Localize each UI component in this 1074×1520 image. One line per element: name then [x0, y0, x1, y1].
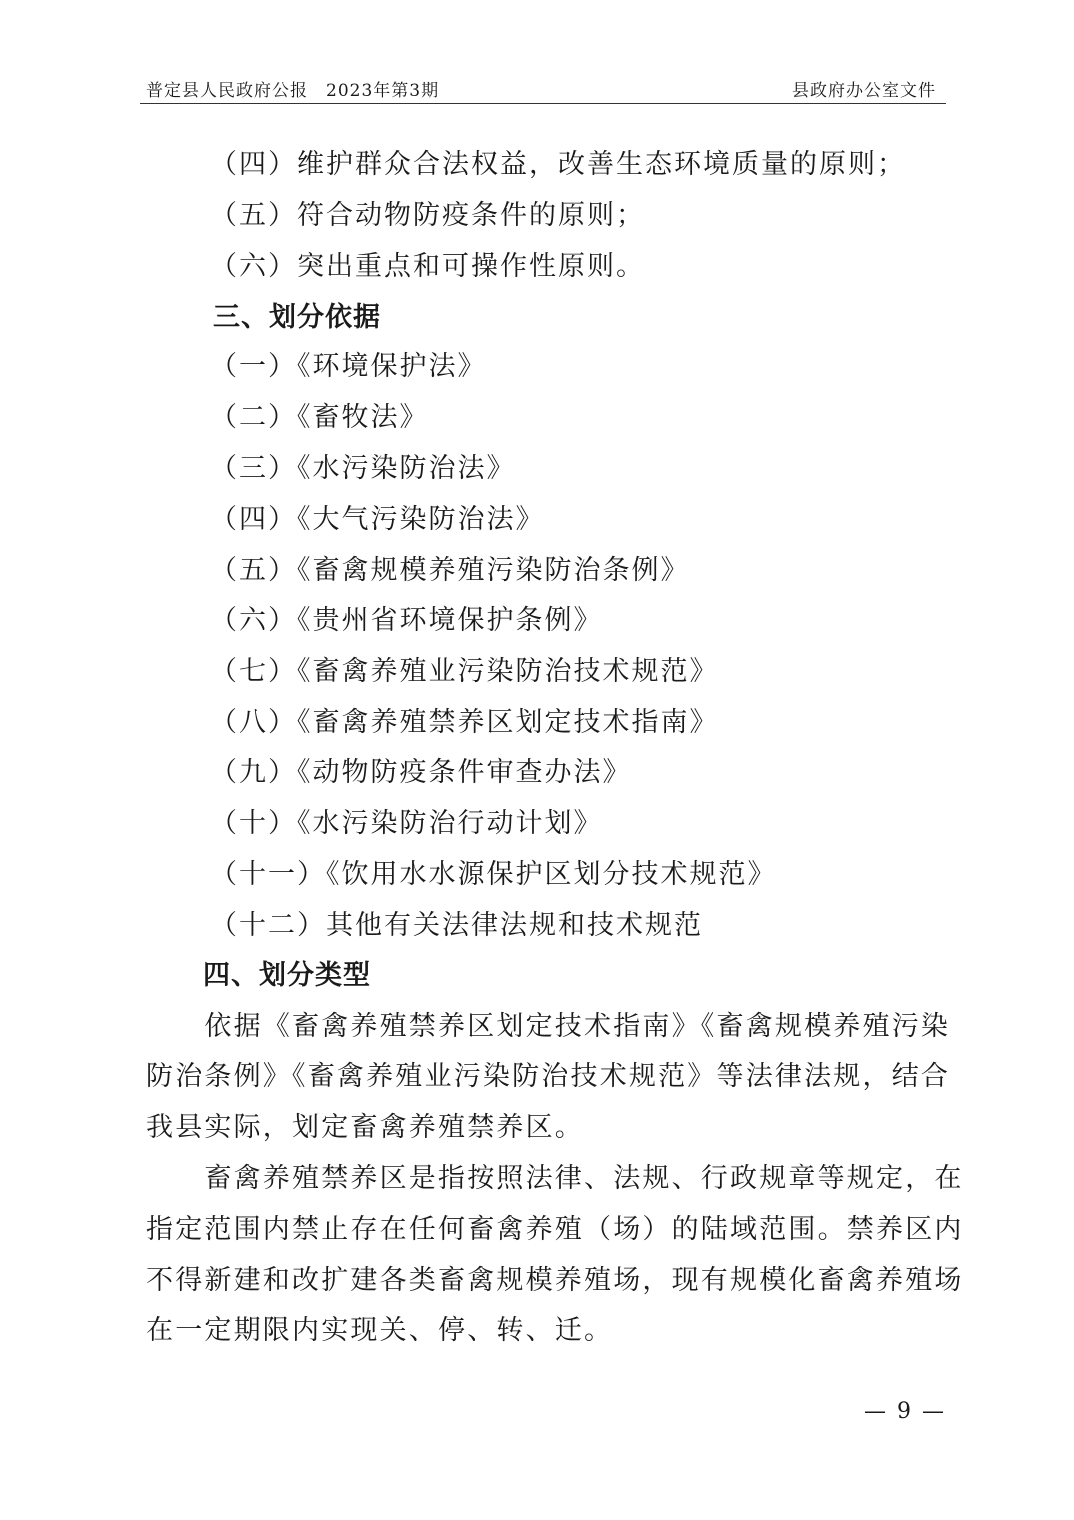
paragraph-line: 不得新建和改扩建各类畜禽规模养殖场，现有规模化畜禽养殖场	[146, 1265, 964, 1296]
section-heading-types: 四、划分类型	[203, 960, 371, 991]
header-publication-title: 普定县人民政府公报 2023年第3期	[146, 81, 440, 101]
basis-list-item: （十二）其他有关法律法规和技术规范	[210, 910, 703, 941]
page-number: — 9 —	[864, 1399, 946, 1424]
basis-list-item: （十一）《饮用水水源保护区划分技术规范》	[210, 859, 777, 890]
basis-list-item: （五）《畜禽规模养殖污染防治条例》	[210, 555, 690, 586]
principle-item-6: （六）突出重点和可操作性原则。	[210, 251, 645, 282]
paragraph-line: 指定范围内禁止存在任何畜禽养殖（场）的陆域范围。禁养区内	[146, 1214, 964, 1245]
paragraph-line: 防治条例》《畜禽养殖业污染防治技术规范》等法律法规，结合	[146, 1061, 951, 1092]
basis-list-item: （一）《环境保护法》	[210, 351, 487, 382]
principle-item-4: （四）维护群众合法权益，改善生态环境质量的原则；	[210, 149, 906, 180]
basis-list-item: （九）《动物防疫条件审查办法》	[210, 757, 632, 788]
header-document-category: 县政府办公室文件	[792, 81, 936, 101]
basis-list-item: （二）《畜牧法》	[210, 402, 429, 433]
paragraph-line: 依据《畜禽养殖禁养区划定技术指南》《畜禽规模养殖污染	[146, 1011, 951, 1042]
basis-list-item: （十）《水污染防治行动计划》	[210, 808, 603, 839]
section-heading-basis: 三、划分依据	[213, 302, 381, 333]
basis-list-item: （八）《畜禽养殖禁养区划定技术指南》	[210, 707, 719, 738]
basis-list-item: （四）《大气污染防治法》	[210, 504, 545, 535]
basis-list-item: （三）《水污染防治法》	[210, 453, 516, 484]
paragraph-line: 畜禽养殖禁养区是指按照法律、法规、行政规章等规定，在	[146, 1163, 964, 1194]
basis-list-item: （七）《畜禽养殖业污染防治技术规范》	[210, 656, 719, 687]
basis-list-item: （六）《贵州省环境保护条例》	[210, 605, 603, 636]
principle-item-5: （五）符合动物防疫条件的原则；	[210, 200, 645, 231]
paragraph-line: 我县实际，划定畜禽养殖禁养区。	[146, 1112, 584, 1143]
paragraph-line: 在一定期限内实现关、停、转、迁。	[146, 1315, 614, 1346]
header-divider	[140, 103, 946, 104]
